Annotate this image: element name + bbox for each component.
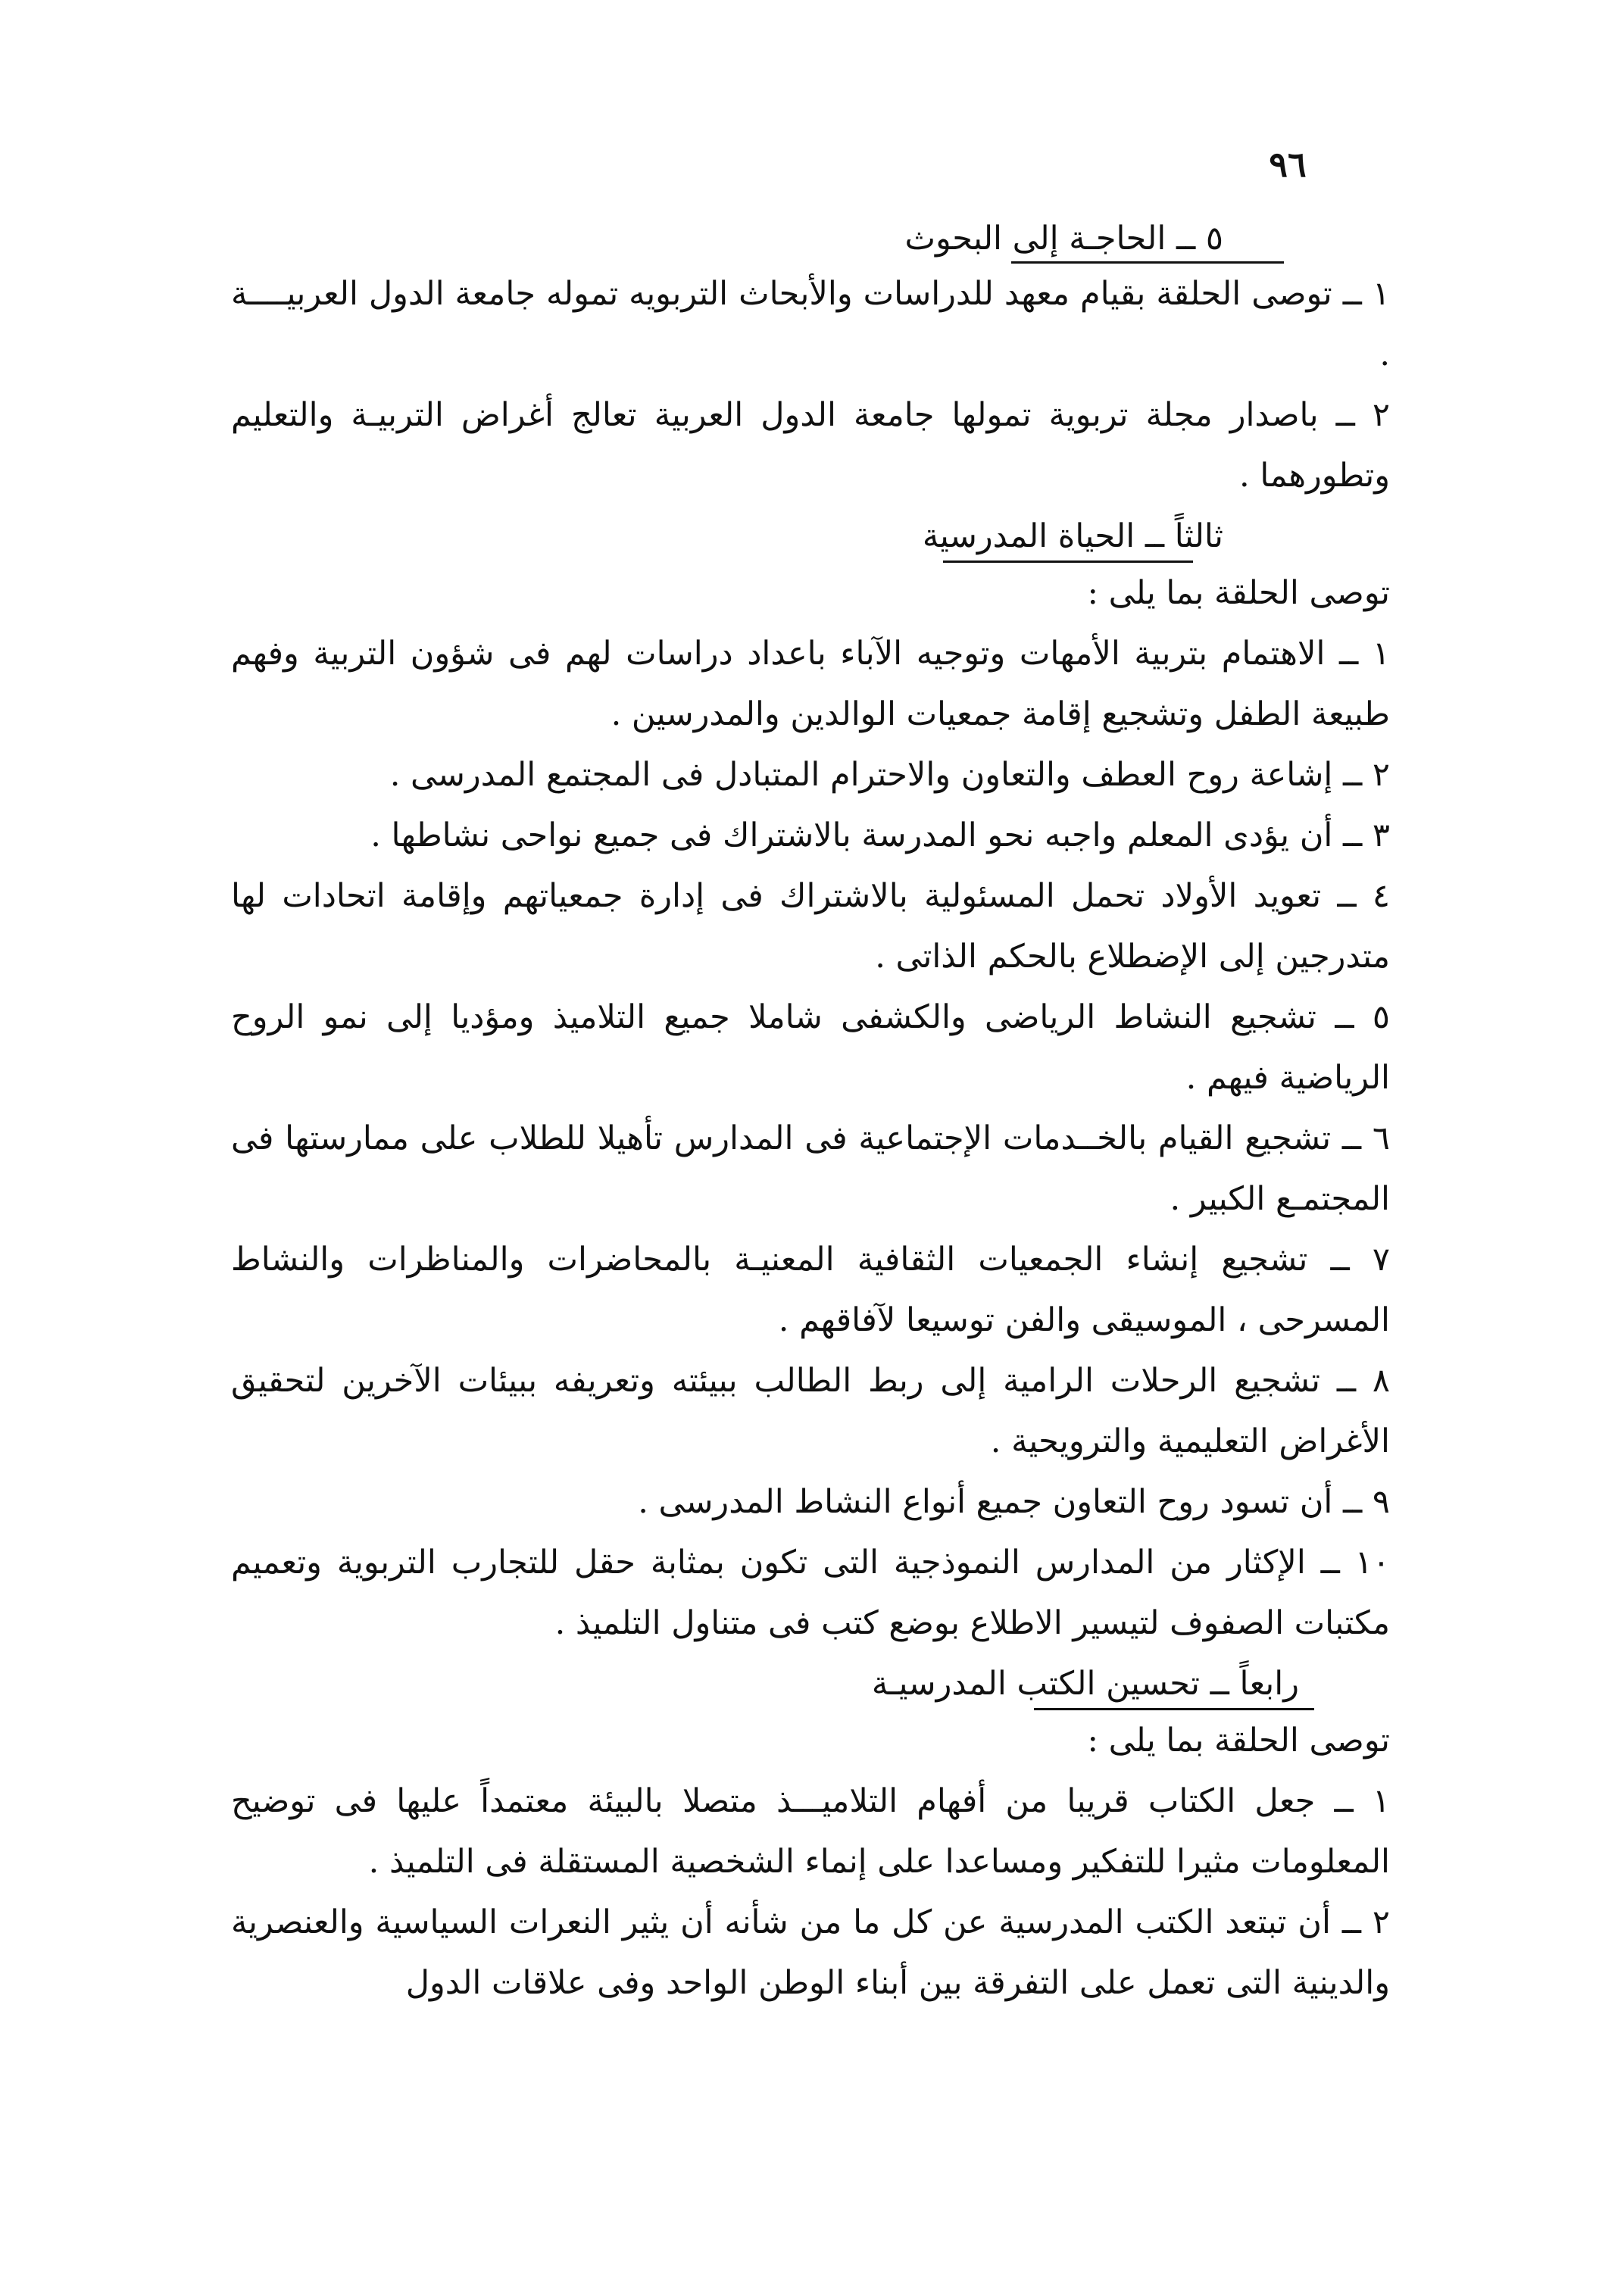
list-item: ٥ ــ تشجيع النشاط الرياضى والكشفى شاملا جميع التلاميذ ومؤديا إلى نمو الروح الرياضية فيهم .	[231, 998, 1390, 1097]
list-item: ١٠ ــ الإكثار من المدارس النموذجية التى تكون بمثابة حقل للتجارب التربوية وتعميم مكتبات الصفوف لتيسير الاطلاع بوضع كتب فى متناول التلميذ .	[231, 1544, 1390, 1642]
section-heading: رابعاً ــ تحسين الكتب المدرسيـة	[871, 1665, 1299, 1703]
list-item: ١ ــ جعل الكتاب قريبا من أفهام التلاميـــذ متصلا بالبيئة معتمداً عليها فى توضيح المعلومات مثيرا للتفكير ومساعدا على إنماء الشخصية المستقلة فى التلميذ .	[231, 1782, 1390, 1881]
section-needs-research	[231, 208, 1390, 506]
section-intro: توصى الحلقة بما يلى :	[1087, 1722, 1390, 1760]
page-body	[231, 208, 1390, 2013]
list-item: ١ ــ الاهتمام بتربية الأمهات وتوجيه الآباء باعداد دراسات لهم فى شؤون التربية وفهم طبيعة الطفل وتشجيع إقامة جمعيات الوالدين والمدرسين .	[231, 635, 1390, 733]
section-intro: توصى الحلقة بما يلى :	[1087, 574, 1390, 612]
section-heading: ثالثاً ــ الحياة المدرسية	[922, 517, 1223, 555]
list-item: ٢ ــ باصدار مجلة تربوية تمولها جامعة الدول العربية تعالج أغراض التربيـة والتعليم وتطورهما .	[231, 396, 1390, 495]
list-item: ١ ــ توصى الحلقة بقيام معهد للدراسات والأبحاث التربويه تموله جامعة الدول العربيــــة .	[231, 275, 1390, 373]
list-item: ٢ ــ إشاعة روح العطف والتعاون والاحترام المتبادل فى المجتمع المدرسى .	[389, 756, 1390, 794]
list-item: ٢ ــ أن تبتعد الكتب المدرسية عن كل ما من شأنه أن يثير النعرات السياسية والعنصرية والدينية التى تعمل على التفرقة بين أبناء الوطن الواحد وفى علاقات الدول	[231, 1903, 1390, 2002]
page-number: ٩٦	[1269, 144, 1307, 185]
list-item: ٦ ــ تشجيع القيام بالخــدمات الإجتماعية فى المدارس تأهيلا للطلاب على ممارستها فى المجتمـع الكبير .	[231, 1119, 1390, 1218]
section-school-books	[231, 1653, 1390, 2013]
section-heading: ٥ ــ الحاجـة إلى البحوث	[904, 220, 1223, 258]
list-item: ٨ ــ تشجيع الرحلات الرامية إلى ربط الطالب ببيئته وتعريفه ببيئات الآخرين لتحقيق الأغراض التعليمية والترويحية .	[231, 1362, 1390, 1460]
section-school-life	[231, 506, 1390, 1653]
list-item: ٣ ــ أن يؤدى المعلم واجبه نحو المدرسة بالاشتراك فى جميع نواحى نشاطها .	[370, 817, 1390, 854]
list-item: ٤ ــ تعويد الأولاد تحمل المسئولية بالاشتراك فى إدارة جمعياتهم وإقامة اتحادات لها متدرجين إلى الإضطلاع بالحكم الذاتى .	[231, 877, 1390, 976]
list-item: ٩ ــ أن تسود روح التعاون جميع أنواع النشاط المدرسى .	[638, 1483, 1390, 1521]
list-item: ٧ ــ تشجيع إنشاء الجمعيات الثقافية المعنيـة بالمحاضرات والمناظرات والنشاط المسرحى ، الموسيقى والفن توسيعا لآفاقهم .	[231, 1241, 1390, 1339]
